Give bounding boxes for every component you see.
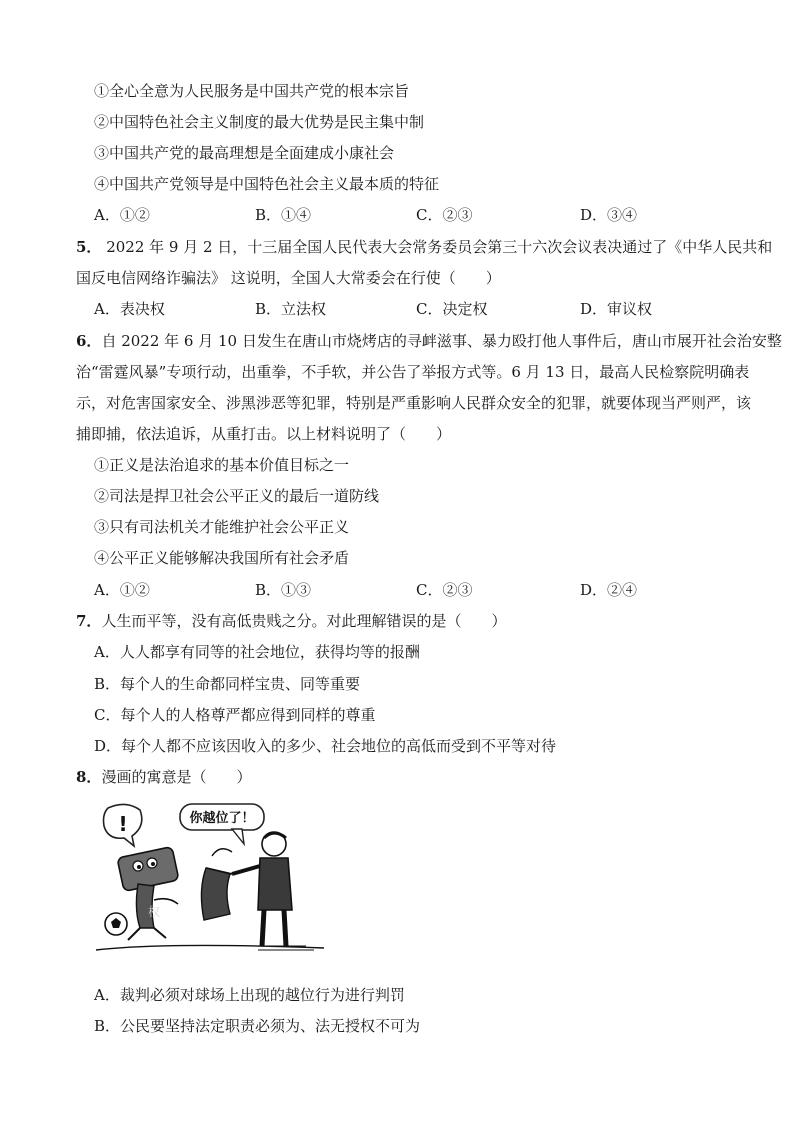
q4-option-c[interactable]: C．②③: [416, 206, 473, 224]
q6-statement-2: ②司法是捍卫社会公平正义的最后一道防线: [94, 487, 380, 505]
q5-option-d[interactable]: D．审议权: [580, 300, 653, 318]
q8-choice-b[interactable]: B．公民要坚持法定职责必须为、法无授权不可为: [94, 1017, 421, 1035]
q8-text: 漫画的寓意是（ ）: [101, 768, 252, 786]
q5-options: [94, 298, 714, 320]
offside-cartoon: [94, 800, 326, 960]
q8-stem: [76, 766, 251, 788]
q8-choice-a[interactable]: A．裁判必须对球场上出现的越位行为进行判罚: [94, 986, 405, 1004]
exclaim-bubble: [104, 804, 142, 846]
q5-option-a[interactable]: A．表决权: [94, 300, 165, 318]
q5-option-b[interactable]: B．立法权: [255, 300, 327, 318]
q6-option-b[interactable]: B．①③: [255, 581, 312, 599]
q7-stem: [76, 610, 506, 632]
q4-statement-2: ②中国特色社会主义制度的最大优势是民主集中制: [94, 113, 425, 131]
speech-text: 你越位了！: [189, 811, 255, 826]
q5-option-c[interactable]: C．决定权: [416, 300, 488, 318]
q6-number: 6．: [76, 332, 102, 350]
offside-flag: [201, 849, 232, 920]
q6-statement-4: ④公平正义能够解决我国所有社会矛盾: [94, 549, 350, 567]
q8-number: 8．: [76, 768, 102, 786]
exclaim-mark: !: [118, 812, 128, 836]
q4-statement-3: ③中国共产党的最高理想是全面建成小康社会: [94, 144, 395, 162]
q5-stem-line1: [76, 236, 772, 258]
q6-option-d[interactable]: D．②④: [580, 581, 638, 599]
q6-stem-line2: 治“雷霆风暴”专项行动，出重拳，不手软，并公告了举报方式等。6 月 13 日，最高人民检察院明确表: [76, 363, 750, 381]
q4-options: [94, 204, 714, 226]
q6-stem-line1: [76, 330, 782, 352]
referee-figure: [232, 832, 292, 946]
q6-stem-line4: 捕即捕，依法追诉，从重打击。以上材料说明了（ ）: [76, 425, 452, 443]
q7-choice-c[interactable]: C．每个人的人格尊严都应得到同样的尊重: [94, 706, 376, 724]
q4-option-a[interactable]: A．①②: [94, 206, 150, 224]
q4-option-d[interactable]: D．③④: [580, 206, 638, 224]
q7-choice-d[interactable]: D．每个人都不应该因收入的多少、社会地位的高低而受到不平等对待: [94, 737, 557, 755]
q7-choice-a[interactable]: A．人人都享有同等的社会地位，获得均等的报酬: [94, 643, 420, 661]
q5-stem-line2: 国反电信网络诈骗法》 这说明，全国人大常委会在行使（ ）: [76, 269, 501, 287]
q7-number: 7．: [76, 612, 102, 630]
q6-text-line1: 自 2022 年 6 月 10 日发生在唐山市烧烤店的寻衅滋事、暴力殴打他人事件后，唐山市展开社会治安整: [101, 332, 782, 350]
character-letter: 权: [147, 905, 161, 919]
q6-stem-line3: 示，对危害国家安全、涉黑涉恶等犯罪，特别是严重影响人民群众安全的犯罪，就要体现当严则严，该: [76, 394, 752, 412]
q4-statement-1: ①全心全意为人民服务是中国共产党的根本宗旨: [94, 82, 410, 100]
q7-text: 人生而平等，没有高低贵贱之分。对此理解错误的是（ ）: [101, 612, 507, 630]
q5-number: 5．: [76, 238, 102, 256]
q7-choice-b[interactable]: B．每个人的生命都同样宝贵、同等重要: [94, 675, 361, 693]
q5-text-line1: 2022 年 9 月 2 日，十三届全国人民代表大会常务委员会第三十六次会议表决通过了《中华人民共和: [101, 238, 773, 256]
q6-option-c[interactable]: C．②③: [416, 581, 473, 599]
q6-options: [94, 579, 714, 601]
q6-statement-3: ③只有司法机关才能维护社会公平正义: [94, 518, 350, 536]
referee-speech-bubble: [180, 804, 264, 844]
soccer-ball-icon: [105, 913, 127, 935]
q4-option-b[interactable]: B．①④: [255, 206, 312, 224]
q6-statement-1: ①正义是法治追求的基本价值目标之一: [94, 456, 350, 474]
q6-option-a[interactable]: A．①②: [94, 581, 150, 599]
q4-statement-4: ④中国共产党领导是中国特色社会主义最本质的特征: [94, 175, 440, 193]
